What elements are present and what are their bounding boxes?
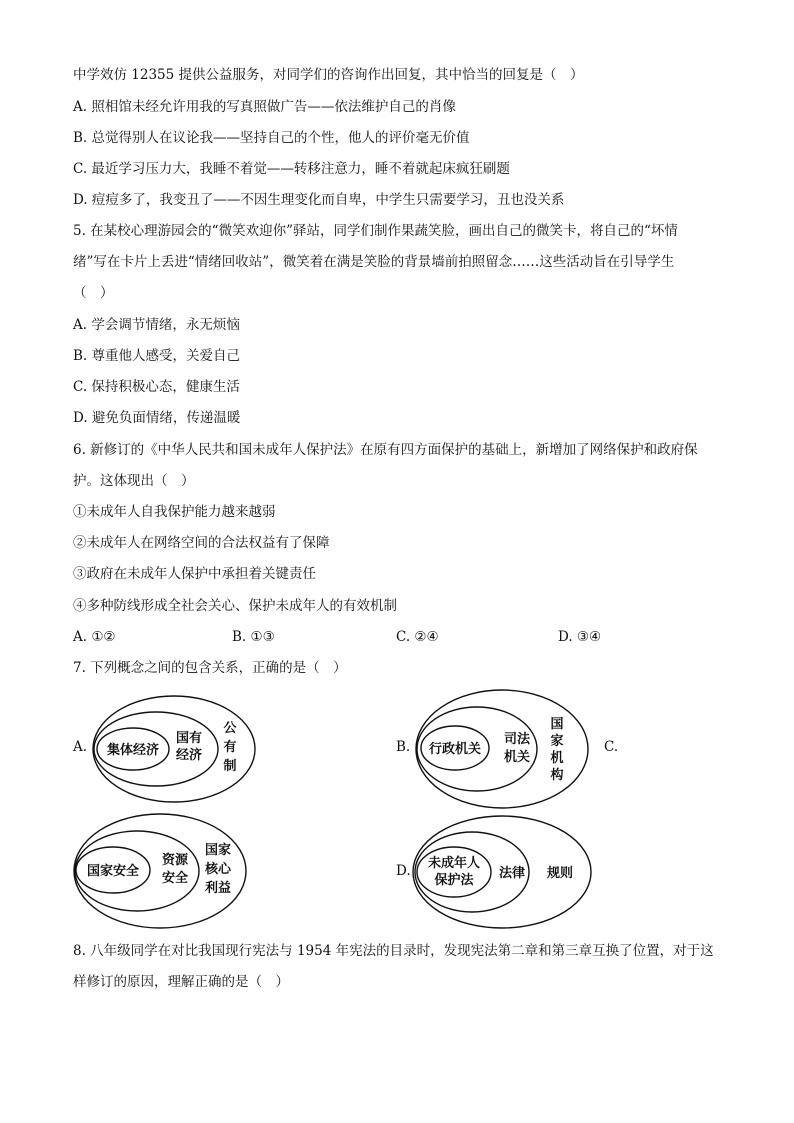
q6-statement-2: ②未成年人在网络空间的合法权益有了保障 [73, 535, 330, 551]
q6-statement-4: ④多种防线形成全社会关心、保护未成年人的有效机制 [73, 598, 397, 614]
diagram-c-middle-1: 资源 [161, 853, 189, 868]
diagram-b-outer-1: 国 [550, 717, 564, 732]
q7-diagram-d [410, 812, 596, 932]
question-4-stem: 中学效仿 12355 提供公益服务，对同学们的咨询作出回复，其中恰当的回复是（ ） [73, 67, 584, 83]
diagram-c-inner: 国家安全 [86, 864, 140, 879]
q5-option-a[interactable]: A. 学会调节情绪，永无烦恼 [73, 317, 240, 333]
q7-option-b-label[interactable]: B. [396, 739, 411, 755]
diagram-c-outer-2: 核心 [204, 862, 232, 877]
diagram-b-middle-2: 机关 [503, 750, 531, 765]
question-5-stem-line2: 绪”写在卡片上丢进“情绪回收站”，微笑着在满是笑脸的背景墙前拍照留念……这些活动旨在引导学生 [73, 254, 675, 270]
diagram-a-outer-1: 公 [223, 721, 237, 736]
diagram-b-outer-2: 家 [550, 734, 564, 749]
q5-option-b[interactable]: B. 尊重他人感受，关爱自己 [73, 348, 241, 364]
question-5-stem-line1: 5. 在某校心理游园会的“微笑欢迎你”驿站，同学们制作果蔬笑脸，画出自己的微笑卡，将自己的“坏情 [73, 223, 678, 239]
q6-option-a[interactable]: A. ①② [73, 629, 116, 645]
q6-statement-1: ①未成年人自我保护能力越来越弱 [73, 504, 276, 520]
q6-statement-3: ③政府在未成年人保护中承担着关键责任 [73, 566, 316, 582]
question-6-stem-line2: 护。这体现出（ ） [73, 473, 195, 489]
diagram-a-middle-1: 国有 [175, 731, 203, 746]
diagram-d-inner-1: 未成年人 [427, 856, 481, 871]
q4-option-a[interactable]: A. 照相馆未经允许用我的写真照做广告——依法维护自己的肖像 [73, 99, 456, 115]
diagram-b-inner: 行政机关 [428, 742, 482, 757]
question-7-stem: 7. 下列概念之间的包含关系，正确的是（ ） [73, 660, 347, 676]
diagram-a-middle-2: 经济 [175, 748, 203, 763]
q7-diagram-c [71, 810, 251, 932]
question-8-stem-line2: 样修订的原因，理解正确的是（ ） [73, 974, 289, 990]
diagram-b-outer-3: 机 [550, 751, 564, 766]
q4-option-b[interactable]: B. 总觉得别人在议论我——坚持自己的个性，他人的评价毫无价值 [73, 130, 470, 146]
diagram-a-outer-3: 制 [223, 759, 237, 774]
q4-option-d[interactable]: D. 痘痘多了，我变丑了——不因生理变化而自卑，中学生只需要学习，丑也没关系 [73, 192, 565, 208]
q6-option-c[interactable]: C. ②④ [396, 629, 439, 645]
q7-option-a-label[interactable]: A. [73, 739, 88, 755]
q5-option-d[interactable]: D. 避免负面情绪，传递温暖 [73, 410, 241, 426]
diagram-c-outer-1: 国家 [204, 843, 232, 858]
diagram-c-middle-2: 安全 [161, 871, 189, 886]
question-5-answer-paren: （ ） [73, 285, 114, 301]
diagram-a-inner: 集体经济 [106, 743, 160, 758]
q5-option-c[interactable]: C. 保持积极心态，健康生活 [73, 379, 240, 395]
diagram-b-outer-4: 构 [550, 768, 564, 783]
q7-diagram-a [90, 692, 262, 806]
q4-option-c[interactable]: C. 最近学习压力大，我睡不着觉——转移注意力，睡不着就起床疯狂刷题 [73, 161, 510, 177]
diagram-a-outer-2: 有 [223, 740, 237, 755]
q7-diagram-b [413, 686, 593, 812]
diagram-d-outer: 规则 [546, 866, 574, 881]
diagram-d-middle: 法律 [498, 866, 526, 881]
question-6-stem-line1: 6. 新修订的《中华人民共和国未成年人保护法》在原有四方面保护的基础上，新增加了网络保护和政府保 [73, 442, 698, 458]
diagram-b-middle-1: 司法 [503, 732, 531, 747]
q7-option-c-label[interactable]: C. [604, 739, 619, 755]
question-8-stem-line1: 8. 八年级同学在对比我国现行宪法与 1954 年宪法的目录时，发现宪法第二章和第三章互换了位置，对于这 [73, 943, 714, 959]
q6-option-d[interactable]: D. ③④ [558, 629, 602, 645]
diagram-d-inner-2: 保护法 [434, 873, 474, 888]
diagram-c-outer-3: 利益 [204, 881, 232, 896]
q7-option-d-label[interactable]: D. [396, 863, 411, 879]
q6-option-b[interactable]: B. ①③ [232, 629, 275, 645]
